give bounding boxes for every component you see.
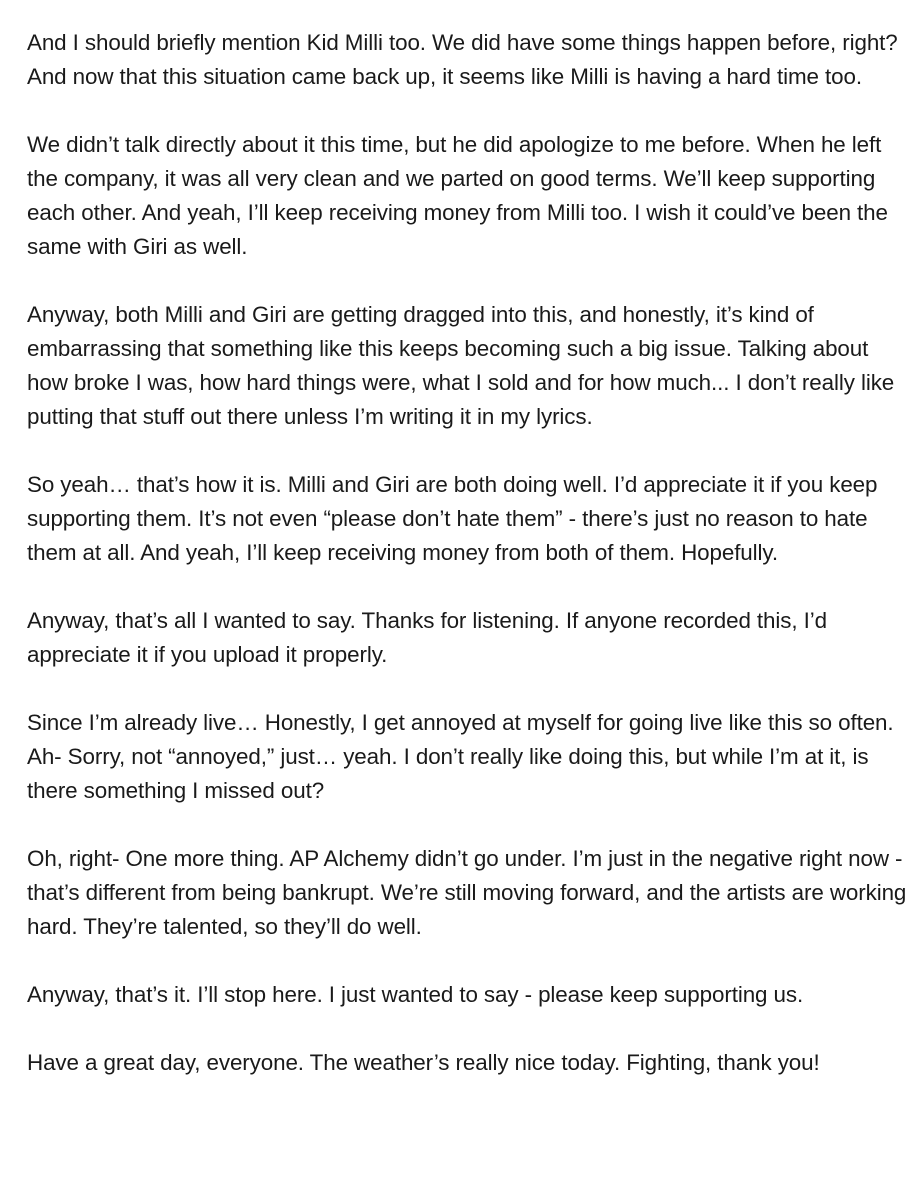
- paragraph-4: So yeah… that’s how it is. Milli and Giri are both doing well. I’d appreciate it if you keep supporting them. It’s not even “please don’t hate them” - there’s just no reason to hate them at all. And yeah, I’ll keep receiving money from both of them. Hopefully.: [27, 472, 878, 565]
- paragraph-3: Anyway, both Milli and Giri are getting dragged into this, and honestly, it’s kind of embarrassing that something like this keeps becoming such a big issue. Talking about how broke I was, how hard things were, what I sold and for how much... I don’t really like putting that stuff out there unless I’m writing it in my lyrics.: [27, 302, 895, 429]
- paragraph-6: Since I’m already live… Honestly, I get annoyed at myself for going live like this so often. Ah- Sorry, not “annoyed,” just… yeah. I don’t really like doing this, but while I’m at it, is there something I missed out?: [27, 710, 894, 803]
- paragraph-1: And I should briefly mention Kid Milli too. We did have some things happen before, right? And now that this situation came back up, it seems like Milli is having a hard time too.: [27, 30, 898, 89]
- paragraph-5: Anyway, that’s all I wanted to say. Thanks for listening. If anyone recorded this, I’d appreciate it if you upload it properly.: [27, 608, 827, 667]
- paragraph-8: Anyway, that’s it. I’ll stop here. I just wanted to say - please keep supporting us.: [27, 982, 804, 1007]
- paragraph-2: We didn’t talk directly about it this time, but he did apologize to me before. When he left the company, it was all very clean and we parted on good terms. We’ll keep supporting each other. And yeah, I’ll keep receiving money from Milli too. I wish it could’ve been the same with Giri as well.: [27, 132, 888, 259]
- paragraph-7: Oh, right- One more thing. AP Alchemy didn’t go under. I’m just in the negative right now - that’s different from being bankrupt. We’re still moving forward, and the artists are working hard. They’re talented, so they’ll do well.: [27, 846, 907, 939]
- document-body: [27, 26, 907, 1080]
- paragraph-9: Have a great day, everyone. The weather’s really nice today. Fighting, thank you!: [27, 1050, 820, 1075]
